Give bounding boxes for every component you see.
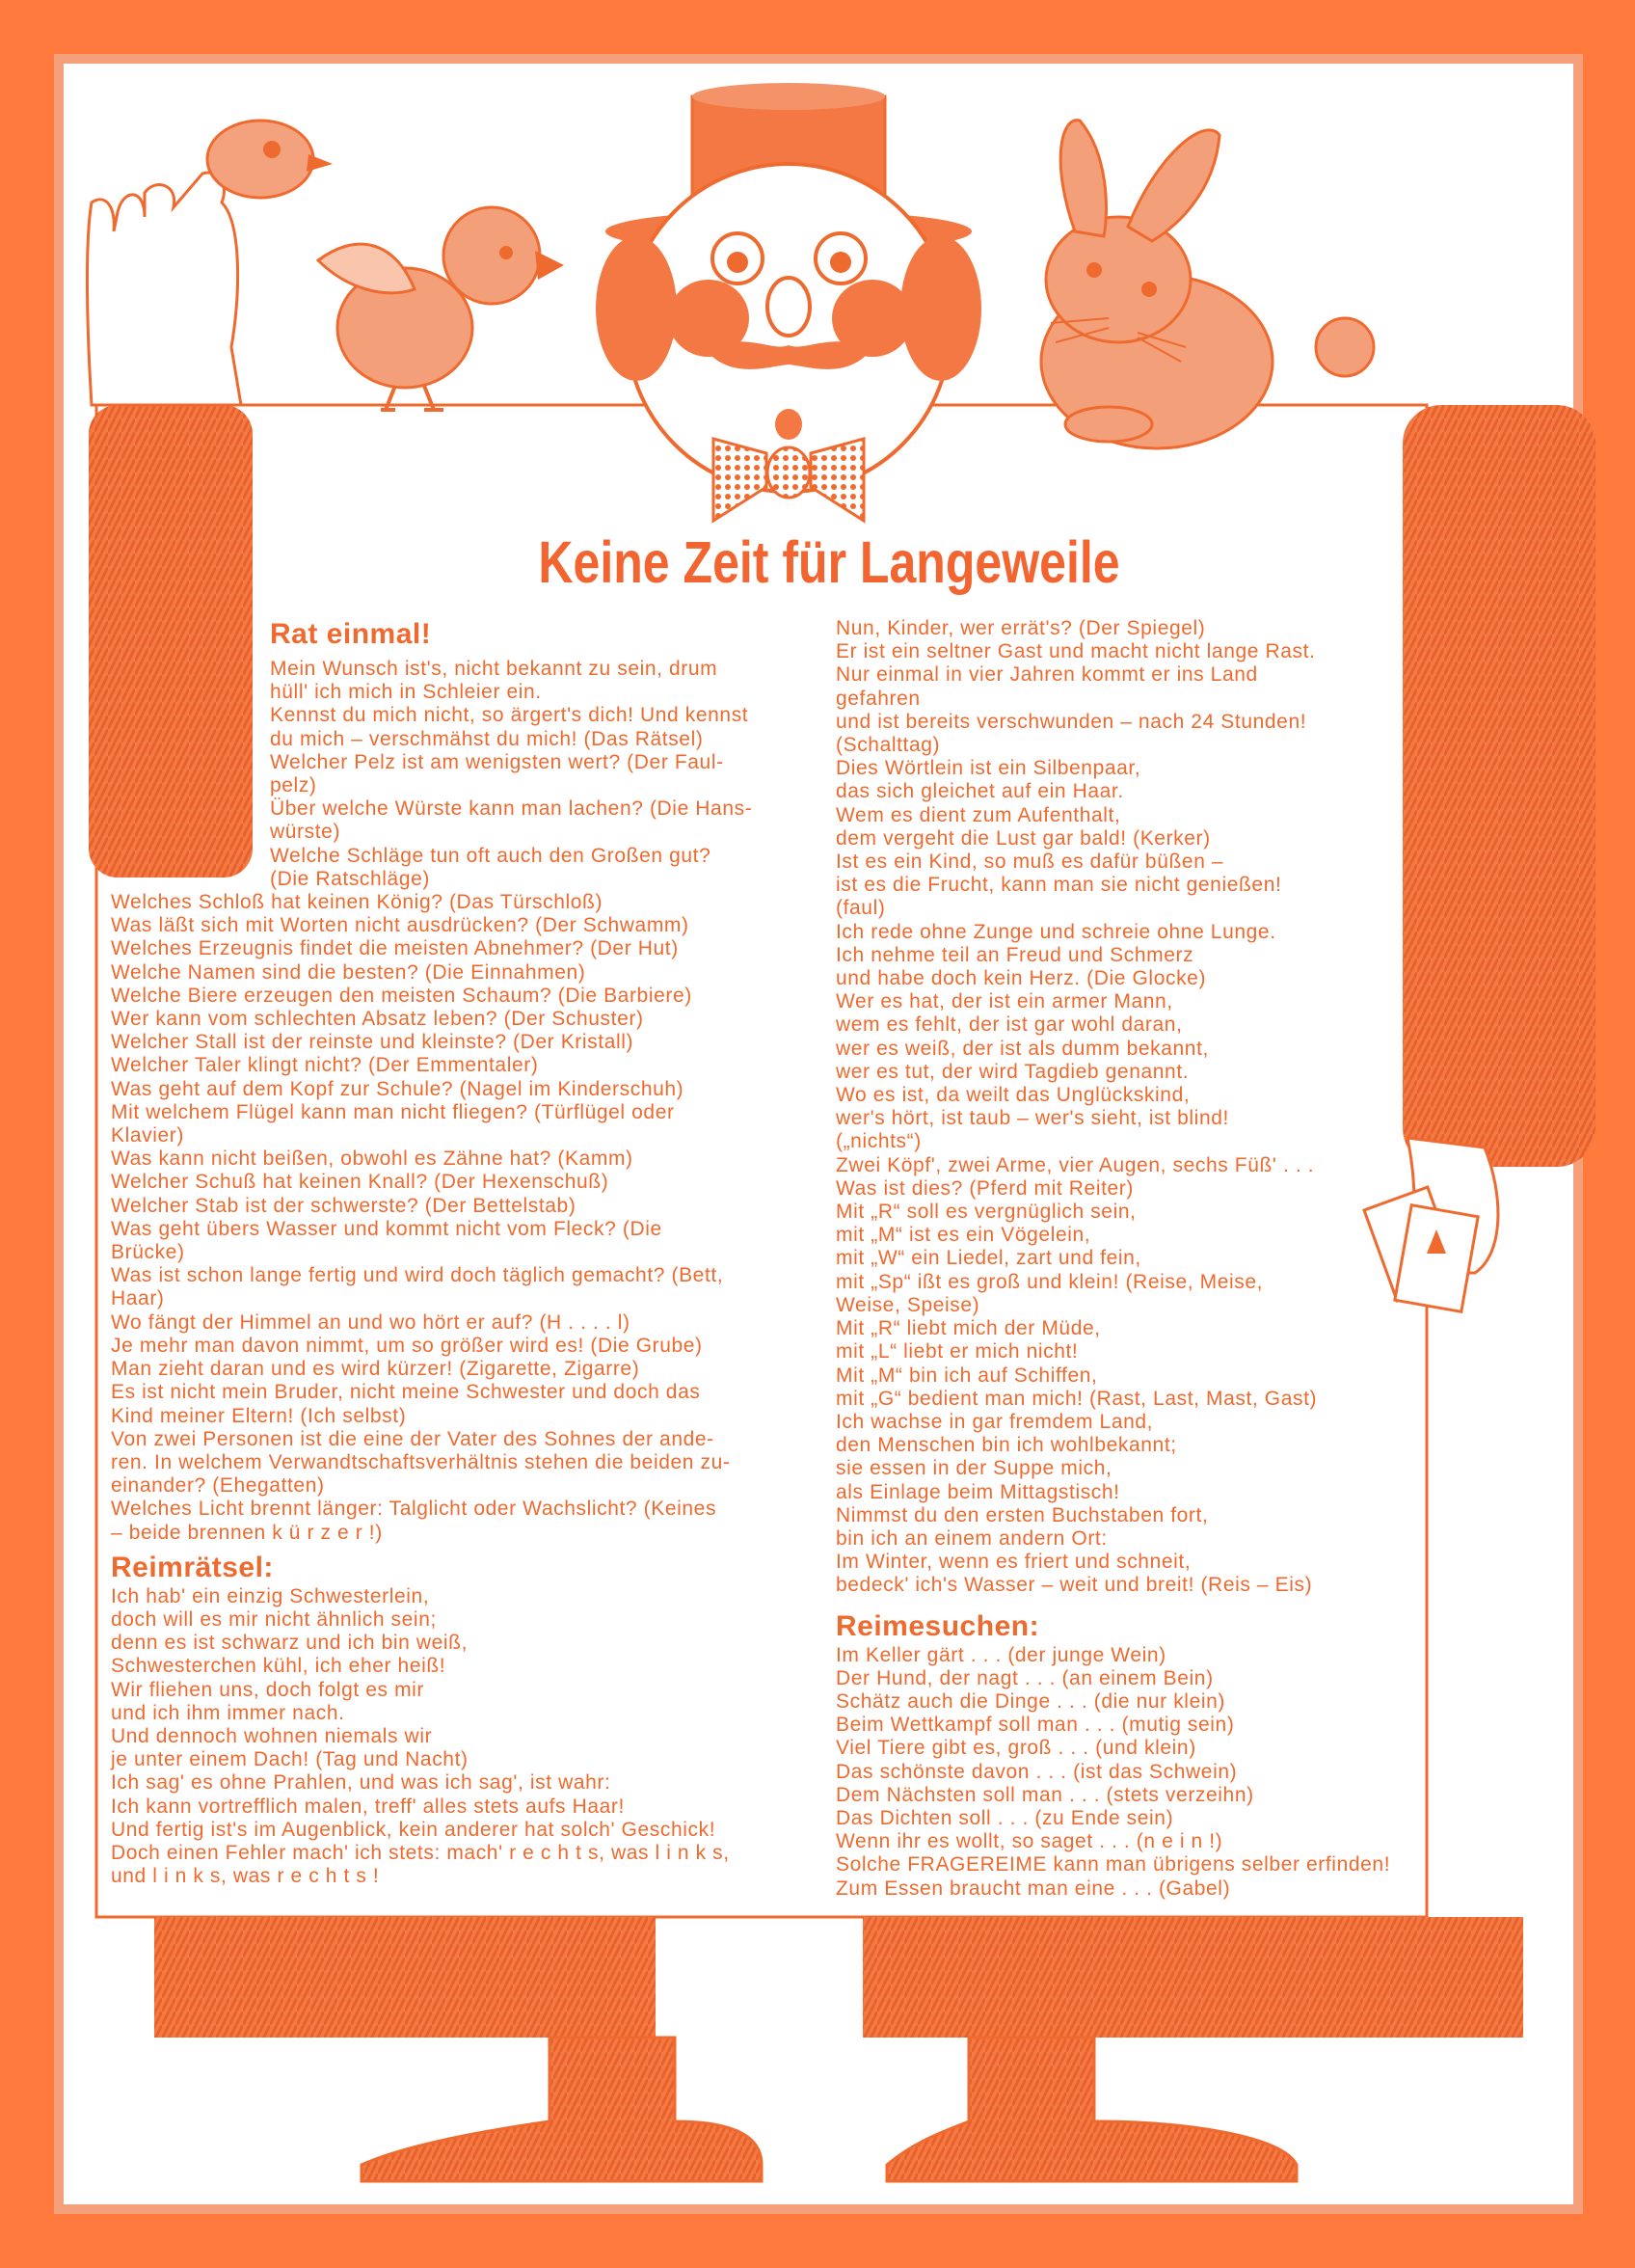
- text-line: hüll' ich mich in Schleier ein.: [270, 681, 542, 704]
- text-line: Welches Schloß hat keinen König? (Das Türschloß): [111, 891, 603, 914]
- text-line: bedeck' ich's Wasser – weit und breit! (Reis – Eis): [836, 1574, 1313, 1597]
- text-line: wer es tut, der wird Tagdieb genannt.: [836, 1060, 1190, 1083]
- text-line: Mit „R“ liebt mich der Müde,: [836, 1317, 1101, 1340]
- text-line: („nichts“): [836, 1130, 922, 1153]
- text-line: Und fertig ist's im Augenblick, kein anderer hat solch' Geschick!: [111, 1818, 716, 1841]
- text-line: mit „M“ ist es ein Vögelein,: [836, 1224, 1091, 1247]
- text-line: einander? (Ehegatten): [111, 1474, 325, 1498]
- text-line: ren. In welchem Verwandtschaftsverhältnis stehen die beiden zu-: [111, 1450, 731, 1473]
- text-line: Das Dichten soll . . . (zu Ende sein): [836, 1806, 1174, 1829]
- text-line: Kennst du mich nicht, so ärgert's dich! Und kennst: [270, 704, 749, 727]
- text-line: Und dennoch wohnen niemals wir: [111, 1724, 433, 1747]
- heading-reimraetsel: Reimrätsel:: [111, 1551, 274, 1583]
- text-line: Wem es dient zum Aufenthalt,: [836, 803, 1121, 826]
- text-line: Brücke): [111, 1241, 185, 1264]
- boots-icon: [362, 2038, 1297, 2181]
- text-line: Nur einmal in vier Jahren kommt er ins Land: [836, 663, 1258, 687]
- text-line: Weise, Speise): [836, 1293, 980, 1316]
- text-line: (Die Ratschläge): [270, 867, 430, 890]
- text-line: und l i n k s, was r e c h t s !: [111, 1865, 380, 1888]
- text-line: und ich ihm immer nach.: [111, 1701, 345, 1724]
- text-line: dem vergeht die Lust gar bald! (Kerker): [836, 826, 1211, 850]
- text-line: Welche Schläge tun oft auch den Großen gut?: [270, 844, 711, 867]
- text-line: Klavier): [111, 1124, 184, 1148]
- rhyme-riddle-list: [111, 1585, 819, 1889]
- text-line: Mit welchem Flügel kann man nicht fliegen? (Türflügel oder: [111, 1100, 675, 1123]
- text-line: und habe doch kein Herz. (Die Glocke): [836, 967, 1207, 990]
- text-line: Wo fängt der Himmel an und wo hört er auf? (H . . . . l): [111, 1310, 630, 1334]
- riddle-list: [111, 658, 819, 1545]
- text-line: mit „Sp“ ißt es groß und klein! (Reise, Meise,: [836, 1270, 1264, 1293]
- left-leg: [154, 1917, 656, 2038]
- right-leg: [863, 1917, 1523, 2038]
- text-line: das sich gleichet auf ein Haar.: [836, 780, 1124, 803]
- text-line: Wo es ist, da weilt das Unglückskind,: [836, 1084, 1191, 1107]
- text-line: Welcher Stab ist der schwerste? (Der Bettelstab): [111, 1194, 576, 1217]
- text-line: denn es ist schwarz und ich bin weiß,: [111, 1632, 469, 1655]
- text-line: Zwei Köpf', zwei Arme, vier Augen, sechs Füß' . . .: [836, 1153, 1315, 1176]
- rhyme-search-list: [836, 1644, 1462, 1901]
- text-line: Der Hund, der nagt . . . (an einem Bein): [836, 1666, 1214, 1689]
- text-line: du mich – verschmähst du mich! (Das Rätsel): [270, 727, 704, 750]
- text-line: je unter einem Dach! (Tag und Nacht): [111, 1748, 469, 1771]
- text-line: Welches Licht brennt länger: Talglicht oder Wachslicht? (Keines: [111, 1498, 717, 1521]
- text-line: Ich hab' ein einzig Schwesterlein,: [111, 1584, 430, 1607]
- text-line: Ich kann vortrefflich malen, treff' alles stets aufs Haar!: [111, 1795, 625, 1818]
- text-line: wer's hört, ist taub – wer's sieht, ist blind!: [836, 1107, 1229, 1130]
- text-line: Welcher Taler klingt nicht? (Der Emmentaler): [111, 1054, 539, 1077]
- text-line: ist es die Frucht, kann man sie nicht genießen!: [836, 874, 1282, 897]
- chick-icon: [318, 207, 564, 410]
- text-line: mit „W“ ein Liedel, zart und fein,: [836, 1247, 1141, 1270]
- text-line: Dies Wörtlein ist ein Silbenpaar,: [836, 757, 1141, 780]
- text-line: Mit „R“ soll es vergnüglich sein,: [836, 1201, 1137, 1224]
- text-line: sie essen in der Suppe mich,: [836, 1457, 1112, 1480]
- riddle-list-continued: [836, 617, 1462, 1598]
- text-line: Doch einen Fehler mach' ich stets: mach' r e c h t s, was l i n k s,: [111, 1841, 730, 1864]
- text-line: Wir fliehen uns, doch folgt es mir: [111, 1678, 425, 1701]
- text-line: Kind meiner Eltern! (Ich selbst): [111, 1404, 407, 1427]
- text-line: Von zwei Personen ist die eine der Vater des Sohnes der ande-: [111, 1427, 714, 1450]
- text-line: Es ist nicht mein Bruder, nicht meine Schwester und doch das: [111, 1381, 701, 1404]
- text-line: Nun, Kinder, wer errät's? (Der Spiegel): [836, 617, 1206, 639]
- text-line: Ich rede ohne Zunge und schreie ohne Lunge.: [836, 920, 1276, 943]
- text-line: Was kann nicht beißen, obwohl es Zähne hat? (Kamm): [111, 1148, 633, 1171]
- text-line: pelz): [270, 774, 317, 797]
- text-line: gefahren: [836, 687, 921, 710]
- page-title: Keine Zeit für Langeweile: [538, 529, 1120, 595]
- text-line: Im Winter, wenn es friert und schneit,: [836, 1551, 1192, 1574]
- text-line: Mit „M“ bin ich auf Schiffen,: [836, 1364, 1098, 1387]
- text-line: Über welche Würste kann man lachen? (Die Hans-: [270, 797, 753, 821]
- text-line: (Schalttag): [836, 734, 941, 757]
- text-line: Im Keller gärt . . . (der junge Wein): [836, 1643, 1166, 1666]
- text-line: Mein Wunsch ist's, nicht bekannt zu sein, drum: [270, 658, 718, 680]
- text-line: mit „G“ bedient man mich! (Rast, Last, Mast, Gast): [836, 1387, 1318, 1410]
- text-line: Welche Biere erzeugen den meisten Schaum? (Die Barbiere): [111, 984, 692, 1007]
- text-line: Ich wachse in gar fremdem Land,: [836, 1410, 1154, 1433]
- text-line: bin ich an einem andern Ort:: [836, 1526, 1108, 1550]
- text-line: würste): [270, 821, 341, 844]
- left-column: [111, 617, 819, 1888]
- text-line: als Einlage beim Mittagstisch!: [836, 1480, 1120, 1503]
- text-line: Was geht auf dem Kopf zur Schule? (Nagel im Kinderschuh): [111, 1077, 684, 1100]
- text-line: doch will es mir nicht ähnlich sein;: [111, 1607, 437, 1631]
- text-line: Ist es ein Kind, so muß es dafür büßen –: [836, 850, 1224, 874]
- heading-reimesuchen: Reimesuchen:: [836, 1609, 1040, 1642]
- text-line: Welcher Pelz ist am wenigsten wert? (Der Faul-: [270, 750, 724, 773]
- text-line: Wer kann vom schlechten Absatz leben? (Der Schuster): [111, 1008, 644, 1031]
- text-line: Er ist ein seltner Gast und macht nicht lange Rast.: [836, 640, 1316, 663]
- text-line: Schätz auch die Dinge . . . (die nur klein): [836, 1689, 1225, 1713]
- text-line: den Menschen bin ich wohlbekannt;: [836, 1434, 1177, 1457]
- text-line: Das schönste davon . . . (ist das Schwein): [836, 1760, 1238, 1783]
- text-line: Schwesterchen kühl, ich eher heiß!: [111, 1655, 446, 1678]
- text-line: und ist bereits verschwunden – nach 24 Stunden!: [836, 710, 1307, 733]
- text-line: Je mehr man davon nimmt, um so größer wird es! (Die Grube): [111, 1334, 703, 1357]
- text-line: Ich sag' es ohne Prahlen, und was ich sag', ist wahr:: [111, 1771, 611, 1795]
- text-line: Ich nehme teil an Freud und Schmerz: [836, 943, 1194, 966]
- bunny-icon: [1041, 121, 1374, 448]
- text-line: Was ist schon lange fertig und wird doch täglich gemacht? (Bett,: [111, 1264, 724, 1287]
- text-line: wem es fehlt, der ist gar wohl daran,: [836, 1013, 1183, 1037]
- heading-rat-einmal: Rat einmal!: [270, 618, 432, 650]
- text-line: Was geht übers Wasser und kommt nicht vom Fleck? (Die: [111, 1217, 662, 1240]
- text-line: Beim Wettkampf soll man . . . (mutig sein): [836, 1714, 1235, 1737]
- text-line: Welches Erzeugnis findet die meisten Abnehmer? (Der Hut): [111, 937, 679, 960]
- right-column: [836, 617, 1462, 1901]
- text-line: Was läßt sich mit Worten nicht ausdrücken? (Der Schwamm): [111, 914, 689, 937]
- text-line: Welcher Stall ist der reinste und kleinste? (Der Kristall): [111, 1031, 634, 1054]
- text-line: Haar): [111, 1287, 165, 1310]
- text-line: Welche Namen sind die besten? (Die Einnahmen): [111, 960, 586, 984]
- text-line: Wer es hat, der ist ein armer Mann,: [836, 990, 1173, 1013]
- text-line: Dem Nächsten soll man . . . (stets verzeihn): [836, 1783, 1254, 1806]
- text-line: Wenn ihr es wollt, so saget . . . (n e i n !): [836, 1830, 1223, 1853]
- text-line: Viel Tiere gibt es, groß . . . (und klein): [836, 1737, 1196, 1760]
- text-line: (faul): [836, 897, 886, 920]
- text-line: Solche FRAGEREIME kann man übrigens selber erfinden!: [836, 1853, 1391, 1876]
- text-line: Welcher Schuß hat keinen Knall? (Der Hexenschuß): [111, 1171, 609, 1194]
- text-line: Nimmst du den ersten Buchstaben fort,: [836, 1503, 1209, 1526]
- text-line: mit „L“ liebt er mich nicht!: [836, 1340, 1079, 1364]
- bird-in-hand-icon: [207, 121, 333, 198]
- text-line: Man zieht daran und es wird kürzer! (Zigarette, Zigarre): [111, 1358, 640, 1381]
- text-line: Zum Essen braucht man eine . . . (Gabel): [836, 1876, 1231, 1900]
- left-hand-icon: [87, 173, 241, 405]
- text-line: Was ist dies? (Pferd mit Reiter): [836, 1176, 1134, 1200]
- text-line: wer es weiß, der ist als dumm bekannt,: [836, 1037, 1209, 1060]
- text-line: – beide brennen k ü r z e r !): [111, 1521, 383, 1544]
